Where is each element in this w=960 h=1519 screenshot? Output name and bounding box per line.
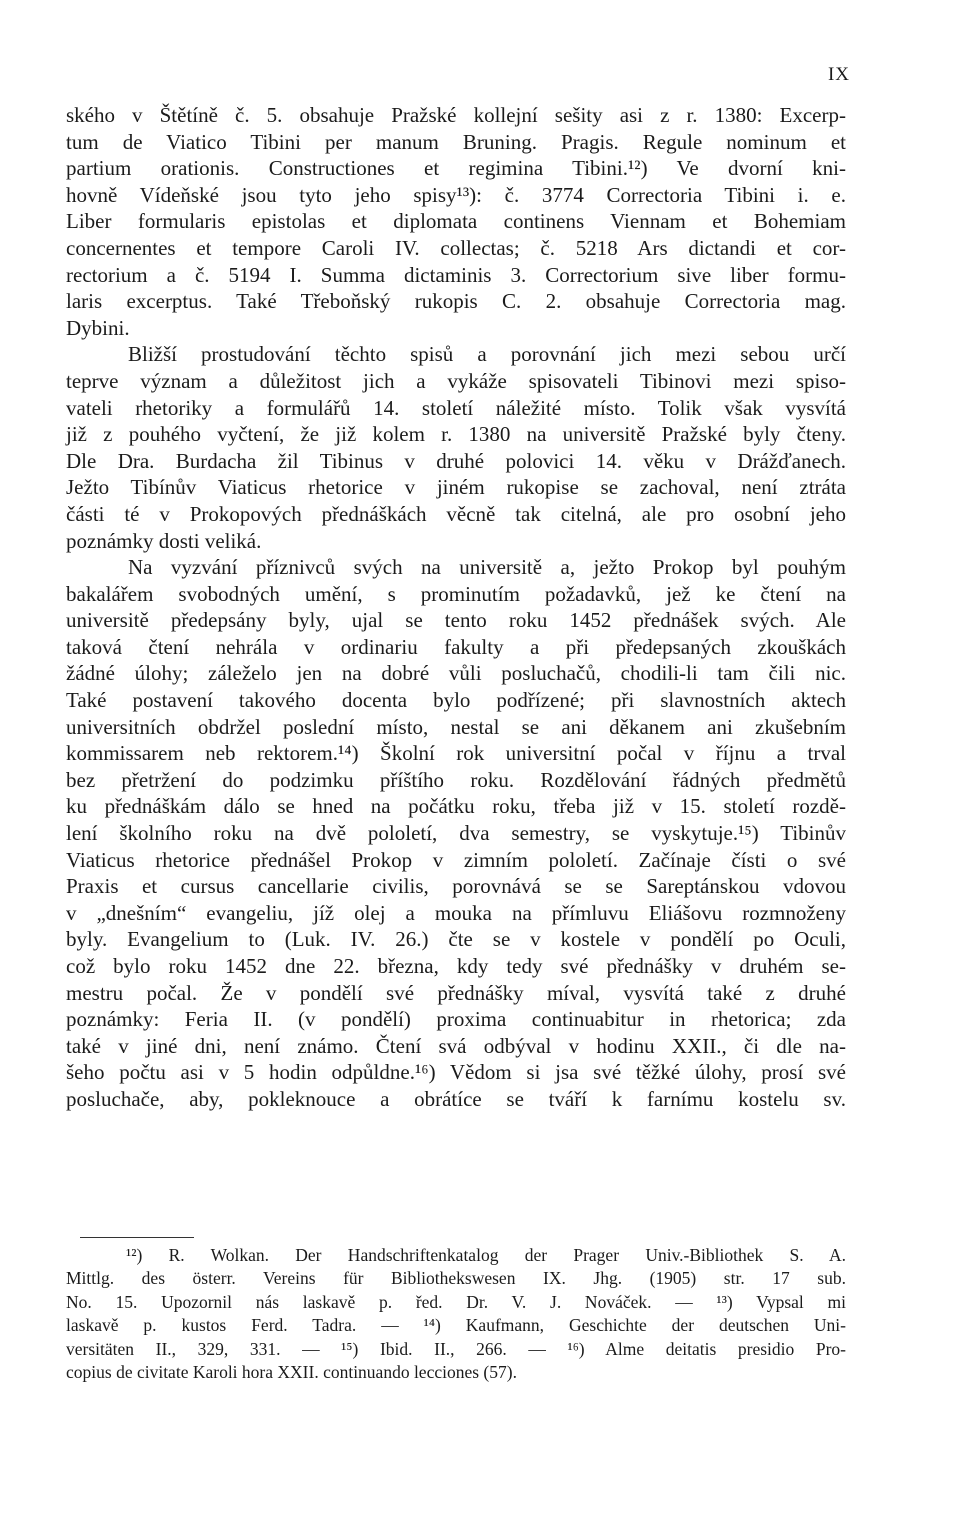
footnote-line: laskavě p. kustos Ferd. Tadra. — ¹⁴) Kaufmann, Geschichte der deutschen Uni-: [66, 1315, 846, 1336]
text-line: tum de Viatico Tibini per manum Bruning. Pragis. Regule nominum et: [66, 129, 846, 154]
text-line: šeho počtu asi v 5 hodin odpůldne.¹⁶) Vědom si jsa své těžké úlohy, prosí své: [66, 1060, 846, 1085]
footnote-line: No. 15. Upozornil nás laskavě p. řed. Dr. V. J. Nováček. — ¹³) Vypsal mi: [66, 1291, 846, 1312]
text-line: hovně Vídeňské jsou tyto jeho spisy¹³): č. 3774 Correctoria Tibini i. e.: [66, 182, 846, 207]
text-line: partium orationis. Constructiones et regimina Tibini.¹²) Ve dvorní kni-: [66, 156, 846, 181]
footnotes: [66, 1244, 846, 1384]
text-line: mestru počal. Že v pondělí své přednášky míval, vysvítá také z druhé: [66, 980, 846, 1005]
text-line: Dle Dra. Burdacha žil Tibinus v druhé polovici 14. věku v Drážďanech.: [66, 448, 846, 473]
text-line: taková čtení nehrála v ordinariu fakulty a při předepsaných zkouškách: [66, 634, 846, 659]
text-line: také v jiné dni, není známo. Čtení svá odbýval v hodinu XXII., či dle na-: [66, 1033, 846, 1058]
text-line: rectorium a č. 5194 I. Summa dictaminis 3. Correctorium sive liber formu-: [66, 262, 846, 287]
footnote-line: ¹²) R. Wolkan. Der Handschriftenkatalog der Prager Univ.-Bibliothek S. A.: [126, 1245, 846, 1265]
text-line: Také postavení takového docenta bylo podřízené; při slavnostních aktech: [66, 688, 846, 713]
text-line: bakalářem svobodných umění, s prominutím požadavků, jež ke čtení na: [66, 581, 846, 606]
main-text: [66, 102, 846, 1113]
text-line: ského v Štětíně č. 5. obsahuje Pražské kollejní sešity asi z r. 1380: Excerp-: [66, 103, 846, 127]
text-line: posluchače, aby, pokleknouce a obrátíce se tváří k farnímu kostelu sv.: [66, 1086, 846, 1111]
text-line: lení školního roku na dvě pololetí, dva semestry, se vyskytuje.¹⁵) Tibinův: [66, 821, 846, 846]
text-line: Ježto Tibínův Viaticus rhetorice v jiném rukopise se zachoval, není ztráta: [66, 475, 846, 500]
text-line: žádné úlohy; záleželo jen na dobré vůli posluchačů, chodili-li tam čili nic.: [66, 661, 846, 686]
text-line: kommissarem neb rektorem.¹⁴) Školní rok universitní počal v říjnu a trval: [66, 741, 846, 766]
page-number: IX: [827, 64, 850, 85]
text-line-paragraph-start: Na vyzvání příznivců svých na universitě a, ježto Prokop byl pouhým: [128, 555, 846, 580]
text-line: ku přednáškám dálo se hned na počátku roku, třeba již v 15. století rozdě-: [66, 794, 846, 819]
text-line: laris excerptus. Také Třeboňský rukopis C. 2. obsahuje Correctoria mag.: [66, 289, 846, 314]
text-line: concernentes et tempore Caroli IV. collectas; č. 5218 Ars dictandi et cor-: [66, 235, 846, 260]
text-line-paragraph-end: Dybini.: [66, 315, 130, 340]
text-line: Praxis et cursus cancellarie civilis, porovnává se se Sareptánskou vdovou: [66, 874, 846, 899]
text-line: Viaticus rhetorice přednášel Prokop v zimním pololetí. Začínaje čísti o své: [66, 847, 846, 872]
text-line: části té v Prokopových přednáškách věcně tak citelná, ale pro osobní jeho: [66, 501, 846, 526]
text-line: bez přetržení do podzimku příštího roku. Rozdělování řádných předmětů: [66, 767, 846, 792]
footnote-line: copius de civitate Karoli hora XXII. continuando lecciones (57).: [66, 1361, 517, 1382]
text-line: universitních obdržel poslední místo, nestal se ani děkanem ani zkušebním: [66, 714, 846, 739]
text-line: což bylo roku 1452 dne 22. března, kdy tedy své přednášky v druhém se-: [66, 954, 846, 978]
text-line-paragraph-start: Bližší prostudování těchto spisů a porovnání jich mezi sebou určí: [128, 342, 846, 367]
text-line: vateli rhetoriky a formulářů 14. století náležité místo. Tolik však vysvítá: [66, 395, 846, 420]
text-line: teprve význam a důležitost jich a vykáže spisovateli Tibinovi mezi spiso-: [66, 368, 846, 393]
text-line: v „dnešním“ evangeliu, jíž olej a mouka na přímluvu Eliášovu rozmnoženy: [66, 900, 846, 925]
footnote-line: versitäten II., 329, 331. — ¹⁵) Ibid. II., 266. — ¹⁶) Alme deitatis presidio Pro-: [66, 1338, 846, 1359]
footnote-line: Mittlg. des österr. Vereins für Bibliothekswesen IX. Jhg. (1905) str. 17 sub.: [66, 1268, 846, 1289]
text-line: byly. Evangelium to (Luk. IV. 26.) čte se v kostele v pondělí po Oculi,: [66, 927, 846, 952]
text-line: Liber formularis epistolas et diplomata continens Viennam et Bohemiam: [66, 209, 846, 234]
text-line-paragraph-end: poznámky dosti veliká.: [66, 528, 262, 553]
text-line: poznámky: Feria II. (v pondělí) proxima continuabitur in rhetorica; zda: [66, 1007, 846, 1032]
text-line: již z pouhého vyčtení, že již kolem r. 1380 na universitě Pražské byly čteny.: [66, 422, 846, 447]
footnote-divider: [80, 1237, 194, 1238]
text-line: universitě předepsány byly, ujal se tento roku 1452 přednášek svých. Ale: [66, 608, 846, 633]
